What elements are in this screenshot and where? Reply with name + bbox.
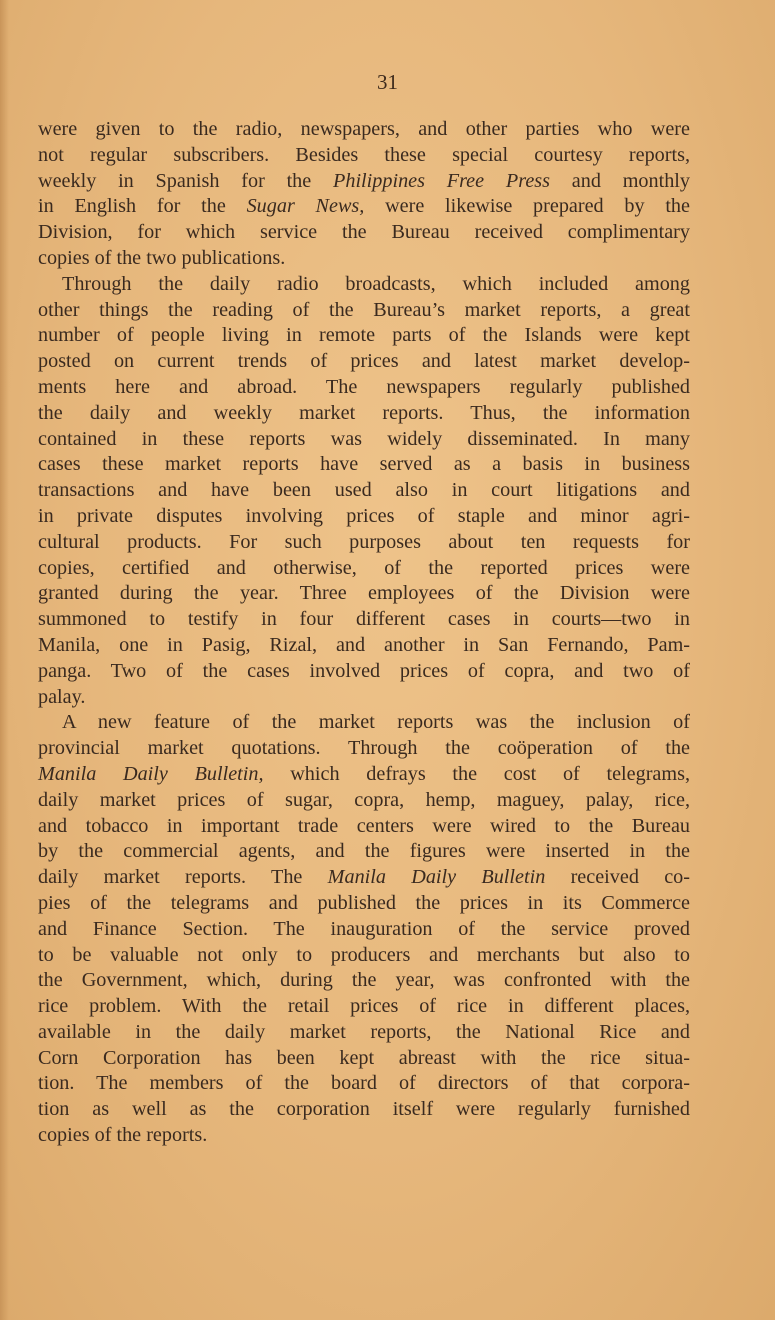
text-segment: granted during the year. Three employees of the Division were (38, 582, 690, 605)
text-line (38, 994, 690, 1020)
text-segment: were given to the radio, newspapers, and other parties who were (38, 118, 690, 140)
text-segment: to be valuable not only to producers and merchants but also to (38, 943, 690, 966)
text-line (38, 246, 690, 272)
text-segment: A new feature of the market reports was the inclusion of (62, 711, 690, 734)
text-line (38, 581, 690, 607)
text-segment: not regular subscribers. Besides these special courtesy reports, (38, 143, 690, 166)
text-line (38, 556, 690, 582)
text-segment: and monthly (550, 169, 690, 192)
text-segment: ments here and abroad. The newspapers regularly published (38, 375, 690, 398)
text-segment: the daily and weekly market reports. Thus, the information (38, 401, 690, 424)
text-line (38, 710, 690, 736)
text-segment: in private disputes involving prices of staple and minor agri- (38, 504, 690, 527)
text-line (38, 1071, 690, 1097)
text-segment: provincial market quotations. Through the coöperation of the (38, 737, 690, 760)
text-line (38, 891, 690, 917)
text-line (38, 194, 690, 220)
text-line (38, 736, 690, 762)
text-segment: copies of the two publications. (38, 246, 286, 269)
page-spine-shadow (0, 0, 9, 1320)
text-segment: the Government, which, during the year, was confronted with the (38, 969, 690, 992)
text-line (38, 169, 690, 195)
text-segment: received co- (545, 866, 690, 889)
text-segment: pies of the telegrams and published the prices in its Commerce (38, 891, 690, 914)
text-segment: number of people living in remote parts of the Islands were kept (38, 324, 690, 347)
text-segment: Corn Corporation has been kept abreast with the rice situa- (38, 1046, 690, 1069)
text-segment: palay. (38, 685, 86, 708)
text-line (38, 143, 690, 169)
text-line (38, 943, 690, 969)
text-line (38, 1097, 690, 1123)
text-line (38, 659, 690, 685)
text-line (38, 401, 690, 427)
text-line (38, 1020, 690, 1046)
text-segment: posted on current trends of prices and latest market develop- (38, 350, 690, 373)
body-text (38, 117, 690, 1149)
text-segment: which defrays the cost of telegrams, (263, 762, 690, 785)
publication-title: Manila Daily Bulletin (327, 866, 546, 889)
text-line (38, 427, 690, 453)
text-segment: in English for the (38, 195, 247, 218)
text-segment: copies, certified and otherwise, of the reported prices were (38, 556, 690, 579)
paragraph (38, 272, 690, 711)
paragraph (38, 710, 690, 1149)
text-line (38, 530, 690, 556)
text-segment: were likewise prepared by the (364, 195, 690, 218)
text-segment: Through the daily radio broadcasts, which included among (62, 272, 690, 295)
publication-title: Manila Daily Bulletin, (38, 762, 264, 785)
text-line (38, 298, 690, 324)
text-line (38, 504, 690, 530)
text-line (38, 272, 690, 298)
text-segment: panga. Two of the cases involved prices of copra, and two of (38, 659, 690, 682)
text-line (38, 685, 690, 711)
text-line (38, 1046, 690, 1072)
text-line (38, 478, 690, 504)
page-number: 31 (377, 70, 398, 94)
text-line (38, 452, 690, 478)
paragraph (38, 117, 690, 272)
text-segment: summoned to testify in four different cases in courts—two in (38, 608, 690, 631)
publication-title: Sugar News, (246, 195, 365, 218)
publication-title: Philippines Free Press (333, 169, 550, 192)
text-segment: Manila, one in Pasig, Rizal, and another in San Fernando, Pam- (38, 633, 690, 656)
text-segment: transactions and have been used also in court litigations and (38, 479, 690, 502)
text-line (38, 117, 690, 143)
text-segment: rice problem. With the retail prices of rice in different places, (38, 995, 690, 1018)
text-segment: cases these market reports have served as a basis in business (38, 453, 690, 476)
text-segment: copies of the reports. (38, 1124, 208, 1147)
text-segment: cultural products. For such purposes about ten requests for (38, 530, 690, 553)
text-segment: and tobacco in important trade centers were wired to the Bureau (38, 814, 690, 837)
text-segment: available in the daily market reports, the National Rice and (38, 1020, 690, 1043)
text-line (38, 968, 690, 994)
text-segment: and Finance Section. The inauguration of the service proved (38, 917, 690, 940)
text-line (38, 865, 690, 891)
text-segment: tion as well as the corporation itself were regularly furnished (38, 1098, 690, 1121)
text-line (38, 917, 690, 943)
text-line (38, 788, 690, 814)
text-line (38, 220, 690, 246)
text-line (38, 814, 690, 840)
text-segment: other things the reading of the Bureau’s market reports, a great (38, 298, 690, 321)
text-segment: weekly in Spanish for the (38, 169, 334, 192)
text-segment: daily market prices of sugar, copra, hemp, maguey, palay, rice, (38, 788, 690, 811)
text-segment: by the commercial agents, and the figures were inserted in the (38, 840, 690, 863)
text-line (38, 1123, 690, 1149)
text-segment: daily market reports. The (38, 866, 328, 889)
text-segment: contained in these reports was widely disseminated. In many (38, 427, 690, 450)
text-line (38, 323, 690, 349)
text-segment: tion. The members of the board of directors of that corpora- (38, 1072, 690, 1095)
text-line (38, 375, 690, 401)
text-line (38, 607, 690, 633)
text-line (38, 839, 690, 865)
text-segment: Division, for which service the Bureau received complimentary (38, 221, 690, 244)
text-line (38, 762, 690, 788)
text-line (38, 349, 690, 375)
text-line (38, 633, 690, 659)
